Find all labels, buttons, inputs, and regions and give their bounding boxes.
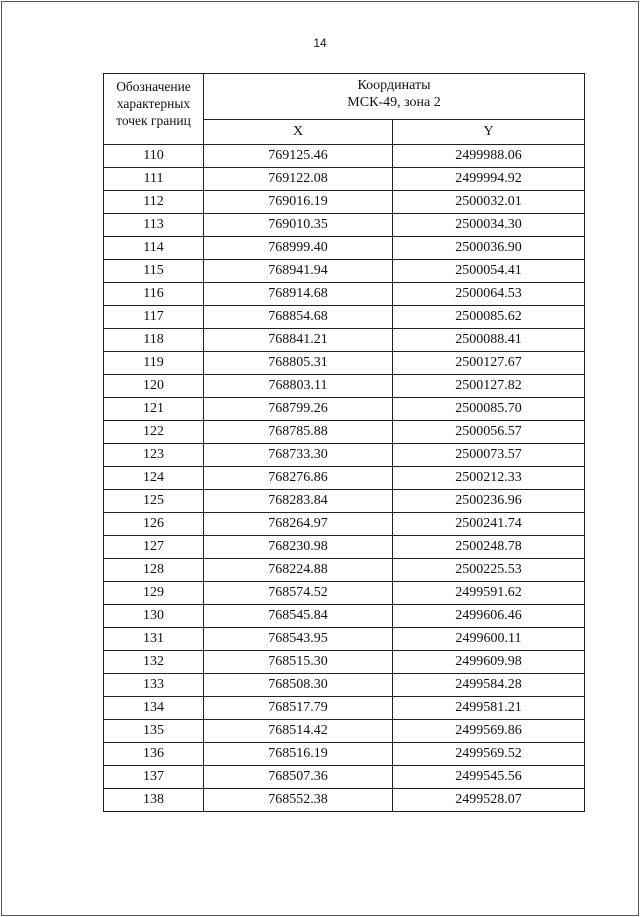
- table-row: [104, 628, 585, 651]
- table-row: [104, 145, 585, 168]
- y-coordinate-cell: 2500085.62: [393, 306, 585, 329]
- designation-header-line1: Обозначение: [116, 79, 191, 94]
- point-number-cell: 135: [104, 720, 204, 743]
- x-coordinate-cell: 768914.68: [204, 283, 393, 306]
- y-coordinate-cell: 2500088.41: [393, 329, 585, 352]
- x-coordinate-cell: 768276.86: [204, 467, 393, 490]
- point-number-cell: 110: [104, 145, 204, 168]
- x-coordinate-cell: 768224.88: [204, 559, 393, 582]
- table-row: [104, 237, 585, 260]
- table-row: [104, 306, 585, 329]
- point-number-cell: 122: [104, 421, 204, 444]
- y-coordinate-cell: 2499606.46: [393, 605, 585, 628]
- y-coordinate-cell: 2500127.67: [393, 352, 585, 375]
- point-number-cell: 121: [104, 398, 204, 421]
- y-coordinate-cell: 2499569.52: [393, 743, 585, 766]
- point-number-cell: 133: [104, 674, 204, 697]
- table-row: [104, 674, 585, 697]
- x-coordinate-cell: 768941.94: [204, 260, 393, 283]
- designation-header: [104, 74, 204, 145]
- table-row: [104, 582, 585, 605]
- table-row: [104, 697, 585, 720]
- point-number-cell: 120: [104, 375, 204, 398]
- point-number-cell: 134: [104, 697, 204, 720]
- point-number-cell: 118: [104, 329, 204, 352]
- x-coordinate-cell: 768733.30: [204, 444, 393, 467]
- point-number-cell: 113: [104, 214, 204, 237]
- table-row: [104, 559, 585, 582]
- y-coordinate-cell: 2500064.53: [393, 283, 585, 306]
- x-coordinate-cell: 768508.30: [204, 674, 393, 697]
- point-number-cell: 124: [104, 467, 204, 490]
- point-number-cell: 114: [104, 237, 204, 260]
- table-row: [104, 398, 585, 421]
- y-coordinate-cell: 2499609.98: [393, 651, 585, 674]
- x-coordinate-cell: 768803.11: [204, 375, 393, 398]
- table-row: [104, 467, 585, 490]
- page-number: 14: [313, 36, 327, 50]
- point-number-cell: 136: [104, 743, 204, 766]
- y-coordinate-cell: 2499600.11: [393, 628, 585, 651]
- table-row: [104, 191, 585, 214]
- y-coordinate-cell: 2499581.21: [393, 697, 585, 720]
- y-coordinate-cell: 2499528.07: [393, 789, 585, 812]
- point-number-cell: 131: [104, 628, 204, 651]
- y-coordinate-cell: 2500034.30: [393, 214, 585, 237]
- y-coordinate-cell: 2500127.82: [393, 375, 585, 398]
- x-coordinate-cell: 768552.38: [204, 789, 393, 812]
- table-row: [104, 168, 585, 191]
- x-coordinate-cell: 769016.19: [204, 191, 393, 214]
- table-row: [104, 605, 585, 628]
- table-row: [104, 490, 585, 513]
- x-coordinate-cell: 768799.26: [204, 398, 393, 421]
- x-coordinate-cell: 768841.21: [204, 329, 393, 352]
- point-number-cell: 111: [104, 168, 204, 191]
- x-column-header: X: [204, 119, 393, 144]
- y-column-header: Y: [393, 119, 585, 144]
- y-coordinate-cell: 2499569.86: [393, 720, 585, 743]
- point-number-cell: 129: [104, 582, 204, 605]
- designation-header-line3: точек границ: [116, 113, 191, 128]
- x-coordinate-cell: 768805.31: [204, 352, 393, 375]
- table-row: [104, 283, 585, 306]
- y-coordinate-cell: 2500032.01: [393, 191, 585, 214]
- y-coordinate-cell: 2500036.90: [393, 237, 585, 260]
- point-number-cell: 126: [104, 513, 204, 536]
- table-row: [104, 444, 585, 467]
- designation-header-line2: характерных: [116, 96, 191, 111]
- point-number-cell: 117: [104, 306, 204, 329]
- y-coordinate-cell: 2500056.57: [393, 421, 585, 444]
- table-row: [104, 352, 585, 375]
- table-row: [104, 789, 585, 812]
- x-coordinate-cell: 768507.36: [204, 766, 393, 789]
- y-coordinate-cell: 2499988.06: [393, 145, 585, 168]
- point-number-cell: 123: [104, 444, 204, 467]
- x-coordinate-cell: 769125.46: [204, 145, 393, 168]
- table-row: [104, 513, 585, 536]
- table-body: [104, 145, 585, 812]
- table-row: [104, 743, 585, 766]
- y-coordinate-cell: 2499591.62: [393, 582, 585, 605]
- table-row: [104, 260, 585, 283]
- table-row: [104, 536, 585, 559]
- coordinates-header: [204, 74, 585, 120]
- table-row: [104, 375, 585, 398]
- x-coordinate-cell: 769010.35: [204, 214, 393, 237]
- y-coordinate-cell: 2500241.74: [393, 513, 585, 536]
- x-coordinate-cell: 768574.52: [204, 582, 393, 605]
- point-number-cell: 125: [104, 490, 204, 513]
- table-row: [104, 720, 585, 743]
- x-coordinate-cell: 768514.42: [204, 720, 393, 743]
- x-coordinate-cell: 769122.08: [204, 168, 393, 191]
- x-coordinate-cell: 768283.84: [204, 490, 393, 513]
- point-number-cell: 130: [104, 605, 204, 628]
- x-coordinate-cell: 768785.88: [204, 421, 393, 444]
- point-number-cell: 138: [104, 789, 204, 812]
- x-coordinate-cell: 768264.97: [204, 513, 393, 536]
- point-number-cell: 116: [104, 283, 204, 306]
- y-coordinate-cell: 2499584.28: [393, 674, 585, 697]
- y-coordinate-cell: 2500236.96: [393, 490, 585, 513]
- y-coordinate-cell: 2499994.92: [393, 168, 585, 191]
- y-coordinate-cell: 2500225.53: [393, 559, 585, 582]
- table-row: [104, 329, 585, 352]
- table-row: [104, 766, 585, 789]
- x-coordinate-cell: 768515.30: [204, 651, 393, 674]
- y-coordinate-cell: 2499545.56: [393, 766, 585, 789]
- x-coordinate-cell: 768517.79: [204, 697, 393, 720]
- x-coordinate-cell: 768999.40: [204, 237, 393, 260]
- y-coordinate-cell: 2500212.33: [393, 467, 585, 490]
- point-number-cell: 132: [104, 651, 204, 674]
- point-number-cell: 119: [104, 352, 204, 375]
- y-coordinate-cell: 2500085.70: [393, 398, 585, 421]
- y-coordinate-cell: 2500248.78: [393, 536, 585, 559]
- point-number-cell: 115: [104, 260, 204, 283]
- table-row: [104, 214, 585, 237]
- x-coordinate-cell: 768230.98: [204, 536, 393, 559]
- y-coordinate-cell: 2500054.41: [393, 260, 585, 283]
- x-coordinate-cell: 768854.68: [204, 306, 393, 329]
- coordinates-table: [103, 73, 585, 812]
- coordinates-header-line1: Координаты: [357, 78, 431, 93]
- y-coordinate-cell: 2500073.57: [393, 444, 585, 467]
- x-coordinate-cell: 768516.19: [204, 743, 393, 766]
- x-coordinate-cell: 768543.95: [204, 628, 393, 651]
- coordinates-header-line2: МСК-49, зона 2: [347, 95, 441, 110]
- point-number-cell: 112: [104, 191, 204, 214]
- table-row: [104, 651, 585, 674]
- table-row: [104, 421, 585, 444]
- point-number-cell: 127: [104, 536, 204, 559]
- x-coordinate-cell: 768545.84: [204, 605, 393, 628]
- point-number-cell: 137: [104, 766, 204, 789]
- point-number-cell: 128: [104, 559, 204, 582]
